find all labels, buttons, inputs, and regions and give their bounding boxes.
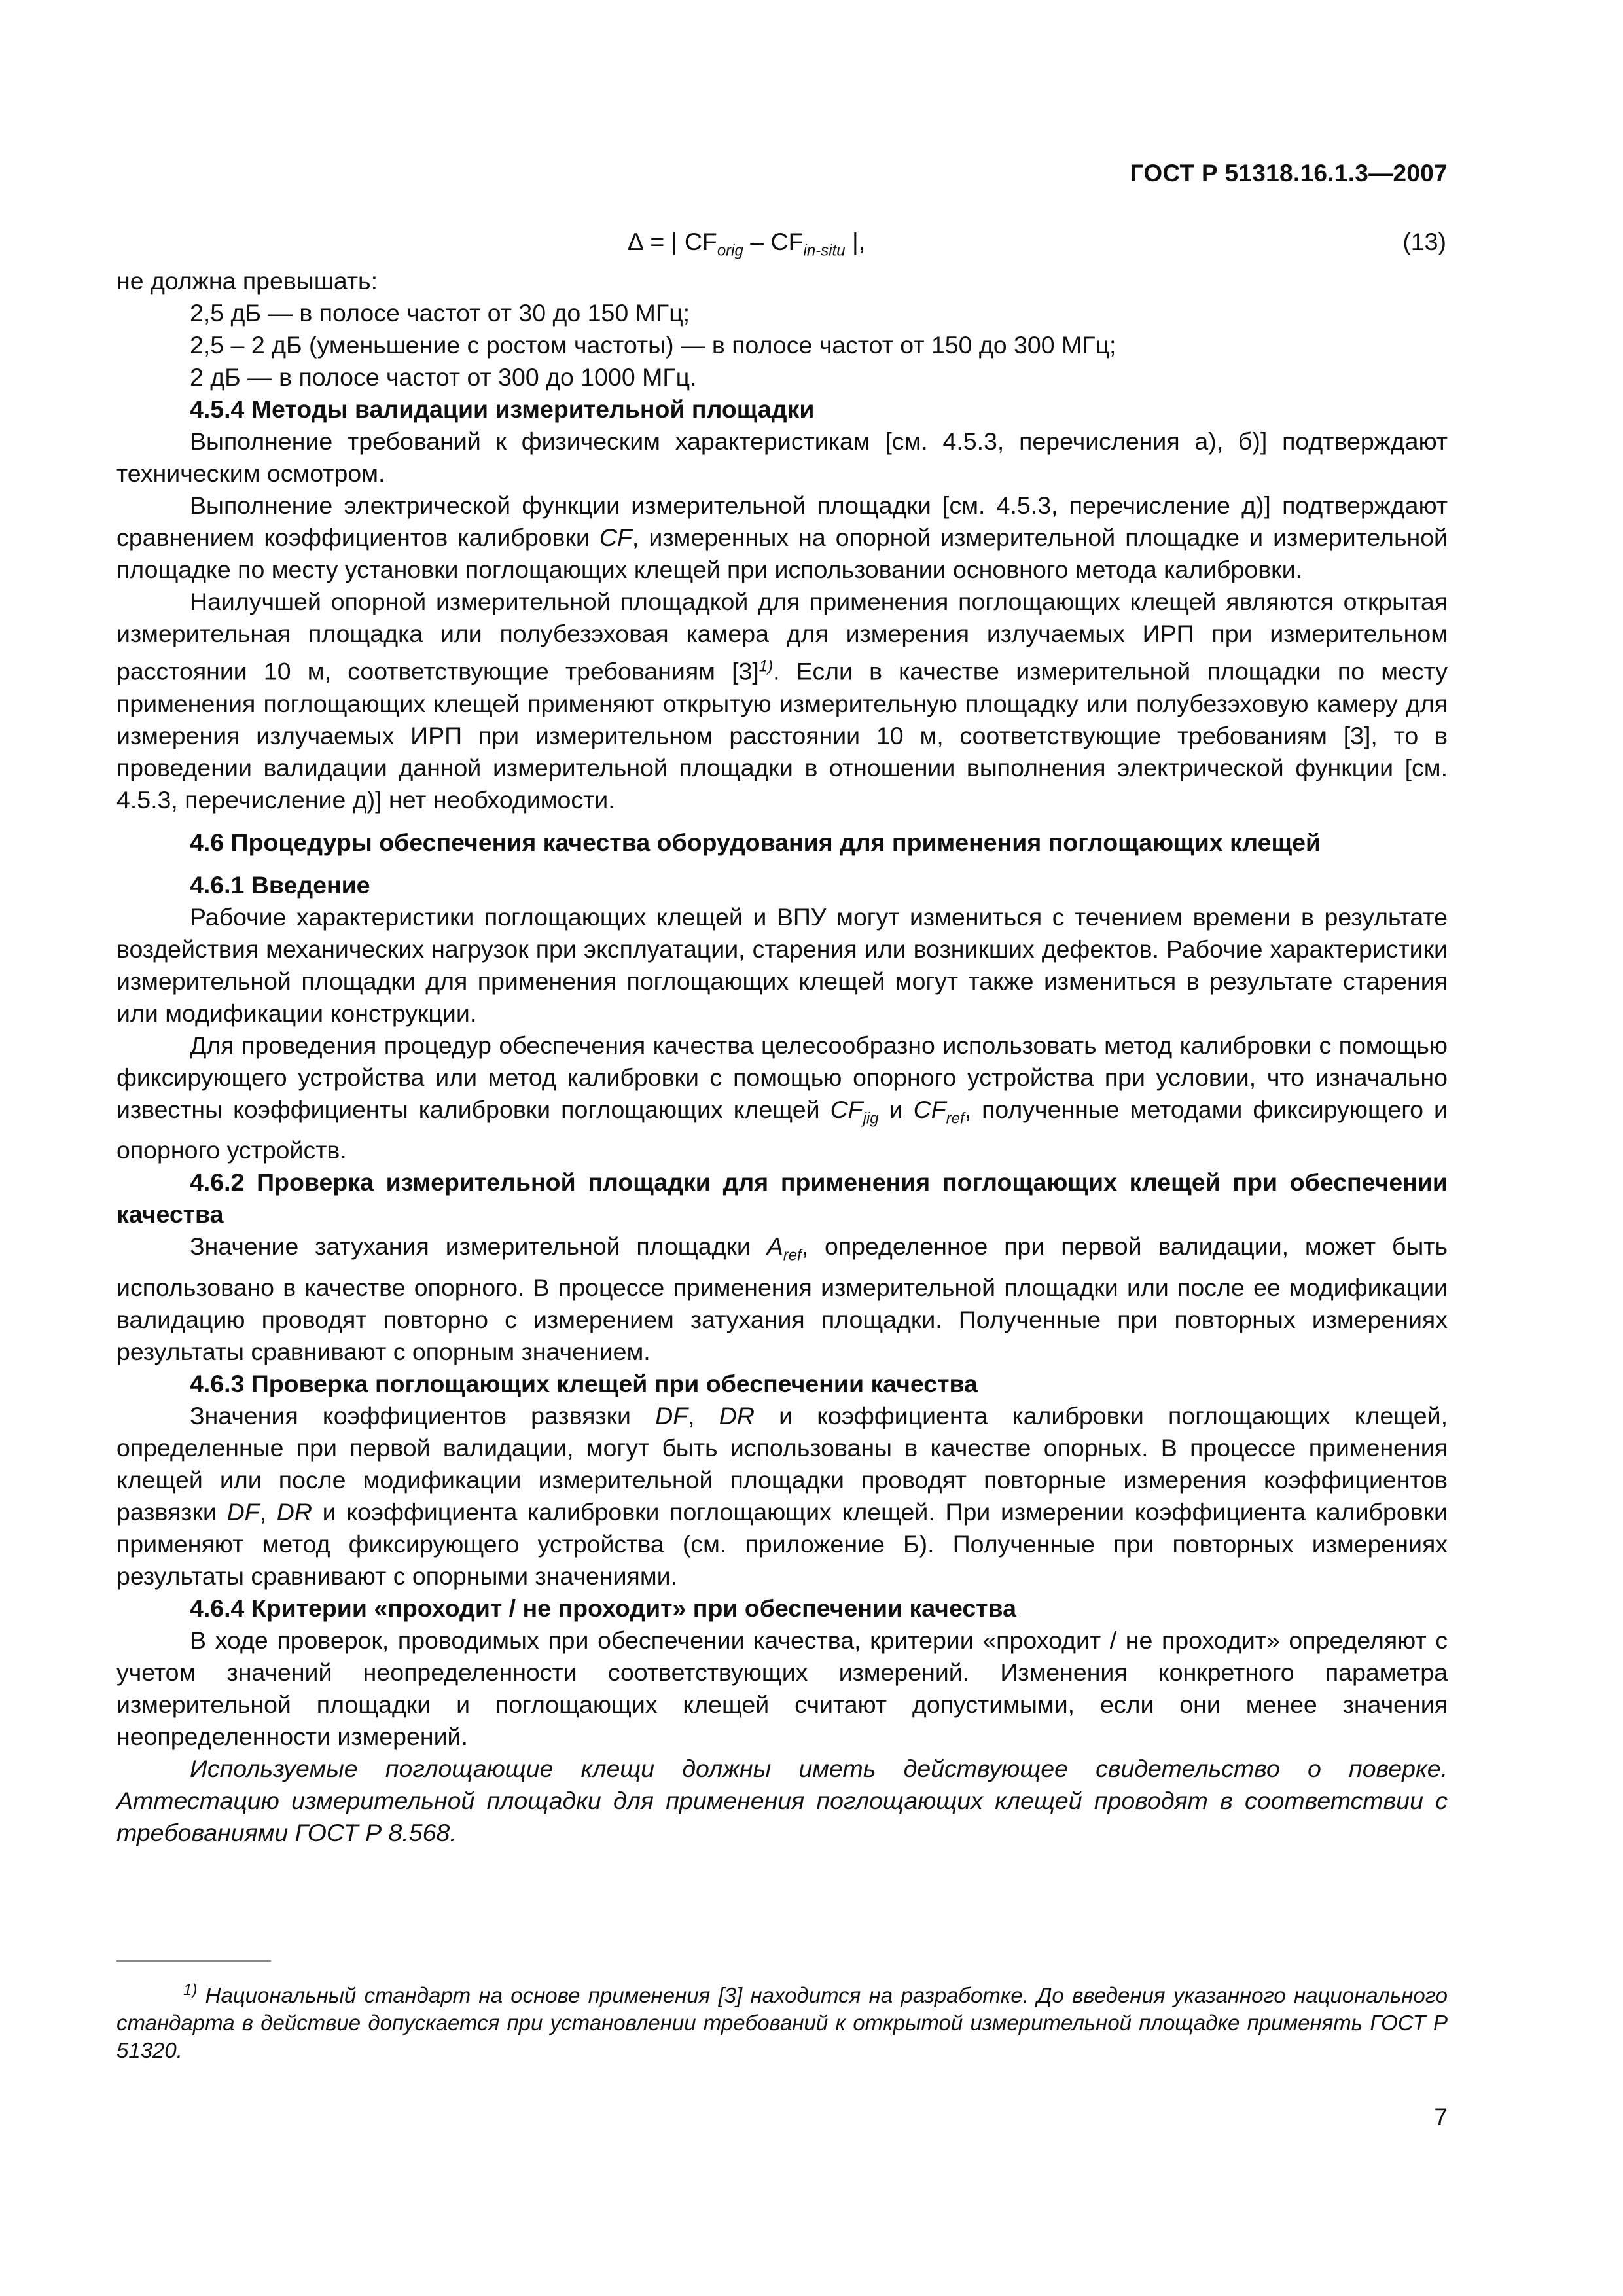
heading-4-6-3: 4.6.3 Проверка поглощающих клещей при обеспечении качества	[190, 1369, 978, 1397]
paragraph: Значения коэффициентов развязки DF, DR и коэффициента калибровки поглощающих клещей, определенные при первой валидации, могут быть использованы в качестве опорных. В процессе применения клещей или после модификации измерительной площадки проводят повторные измерения коэффициентов развязки DF, DR и коэффициента калибровки поглощающих клещей. При измерении коэффициента калибровки применяют метод фиксирующего устройства (см. приложение Б). Полученные при повторных измерениях результаты сравнивают с опорными значениями.	[116, 1401, 1448, 1590]
paragraph: Наилучшей опорной измерительной площадкой для применения поглощающих клещей являются открытая измерительная площадка или полубезэховая камера для измерения излучаемых ИРП при измерительном расстоянии 10 м, соответствующие требованиям $[3]^{1)}$. Если в качестве измерительной площадки по месту применения поглощающих клещей применяют открытую измерительную площадку или полубезэховую камеру для измерения излучаемых ИРП при измерительном расстоянии 10 м, соответствующие требованиям [3], то в проведении валидации данной измерительной площадки в отношении выполнения электрической функции [см. 4.5.3, перечисление д)] нет необходимости.	[116, 588, 1448, 814]
heading-4-6-1: 4.6.1 Введение	[190, 870, 370, 899]
heading-4-6-2: 4.6.2 Проверка измерительной площадки для применения поглощающих клещей при обеспечении качества	[116, 1168, 1448, 1228]
limit-item: 2,5 – 2 дБ (уменьшение с ростом частоты) — в полосе частот от 150 до 300 МГц;	[190, 331, 1116, 359]
heading-4-5-4: 4.5.4 Методы валидации измерительной площадки	[190, 395, 815, 423]
footnote-marker: 1)	[183, 1981, 198, 1999]
paragraph: Выполнение требований к физическим характеристикам [см. 4.5.3, перечисления а), б)] подтверждают техническим осмотром.	[116, 427, 1448, 487]
paragraph: Значение затухания измерительной площадки $A_{ref}$, определенное при первой валидации, может быть использовано в качестве опорного. В процессе применения измерительной площадки или после ее модификации валидацию проводят повторно с измерением затухания площадки. Полученные при повторных измерениях результаты сравнивают с опорным значением.	[116, 1232, 1448, 1365]
paragraph-italic: Используемые поглощающие клещи должны иметь действующее свидетельство о поверке. Аттестацию измерительной площадки для применения поглощающих клещей проводят в соответствии с требованиями ГОСТ Р 8.568.	[116, 1754, 1448, 1846]
equation-number: (13)	[1402, 228, 1446, 255]
document-body	[116, 226, 1448, 1849]
limit-item: 2,5 дБ — в полосе частот от 30 до 150 МГц;	[190, 299, 690, 327]
heading-4-6-4: 4.6.4 Критерии «проходит / не проходит» при обеспечении качества	[190, 1594, 1016, 1622]
paragraph: Для проведения процедур обеспечения качества целесообразно использовать метод калибровки с помощью фиксирующего устройства или метод калибровки с помощью опорного устройства при условии, что изначально известны коэффициенты калибровки поглощающих клещей $CF_{jig}$ и $CF_{ref}$, полученные методами фиксирующего и опорного устройств.	[116, 1031, 1448, 1164]
paragraph: Рабочие характеристики поглощающих клещей и ВПУ могут измениться с течением времени в результате воздействия механических нагрузок при эксплуатации, старения или возникших дефектов. Рабочие характеристики измерительной площадки для применения поглощающих клещей могут также измениться в результате старения или модификации конструкции.	[116, 903, 1448, 1027]
heading-4-6: 4.6 Процедуры обеспечения качества оборудования для применения поглощающих клещей	[190, 828, 1321, 856]
document-header: ГОСТ Р 51318.16.1.3—2007	[1130, 160, 1448, 187]
footnote: $^{1)}$ Национальный стандарт на основе применения [3] находится на разработке. До введения указанного национального стандарта в действие допускается при установлении требований к открытой измерительной площадке применять ГОСТ Р 51320.	[116, 1981, 1448, 2062]
intro-line: не должна превышать:	[116, 267, 378, 295]
limit-item: 2 дБ — в полосе частот от 300 до 1000 МГц.	[190, 363, 697, 391]
paragraph: Выполнение электрической функции измерительной площадки [см. 4.5.3, перечисление д)] подтверждают сравнением коэффициентов калибровки CF, измеренных на опорной измерительной площадке и измерительной площадке по месту установки поглощающих клещей при использовании основного метода калибровки.	[116, 492, 1448, 583]
page-number: 7	[1434, 2104, 1448, 2130]
equation-formula: ∆ = | $CF_{orig} - CF_{in-situ}$ |,	[628, 228, 866, 260]
footnote-divider	[116, 1960, 271, 1962]
equation-13	[116, 226, 1448, 260]
paragraph: В ходе проверок, проводимых при обеспечении качества, критерии «проходит / не проходит» определяют с учетом значений неопределенности соответствующих измерений. Изменения конкретного параметра измерительной площадки и поглощающих клещей считают допустимыми, если они менее значения неопределенности измерений.	[116, 1626, 1448, 1750]
footnote-ref: 1)	[758, 657, 774, 675]
